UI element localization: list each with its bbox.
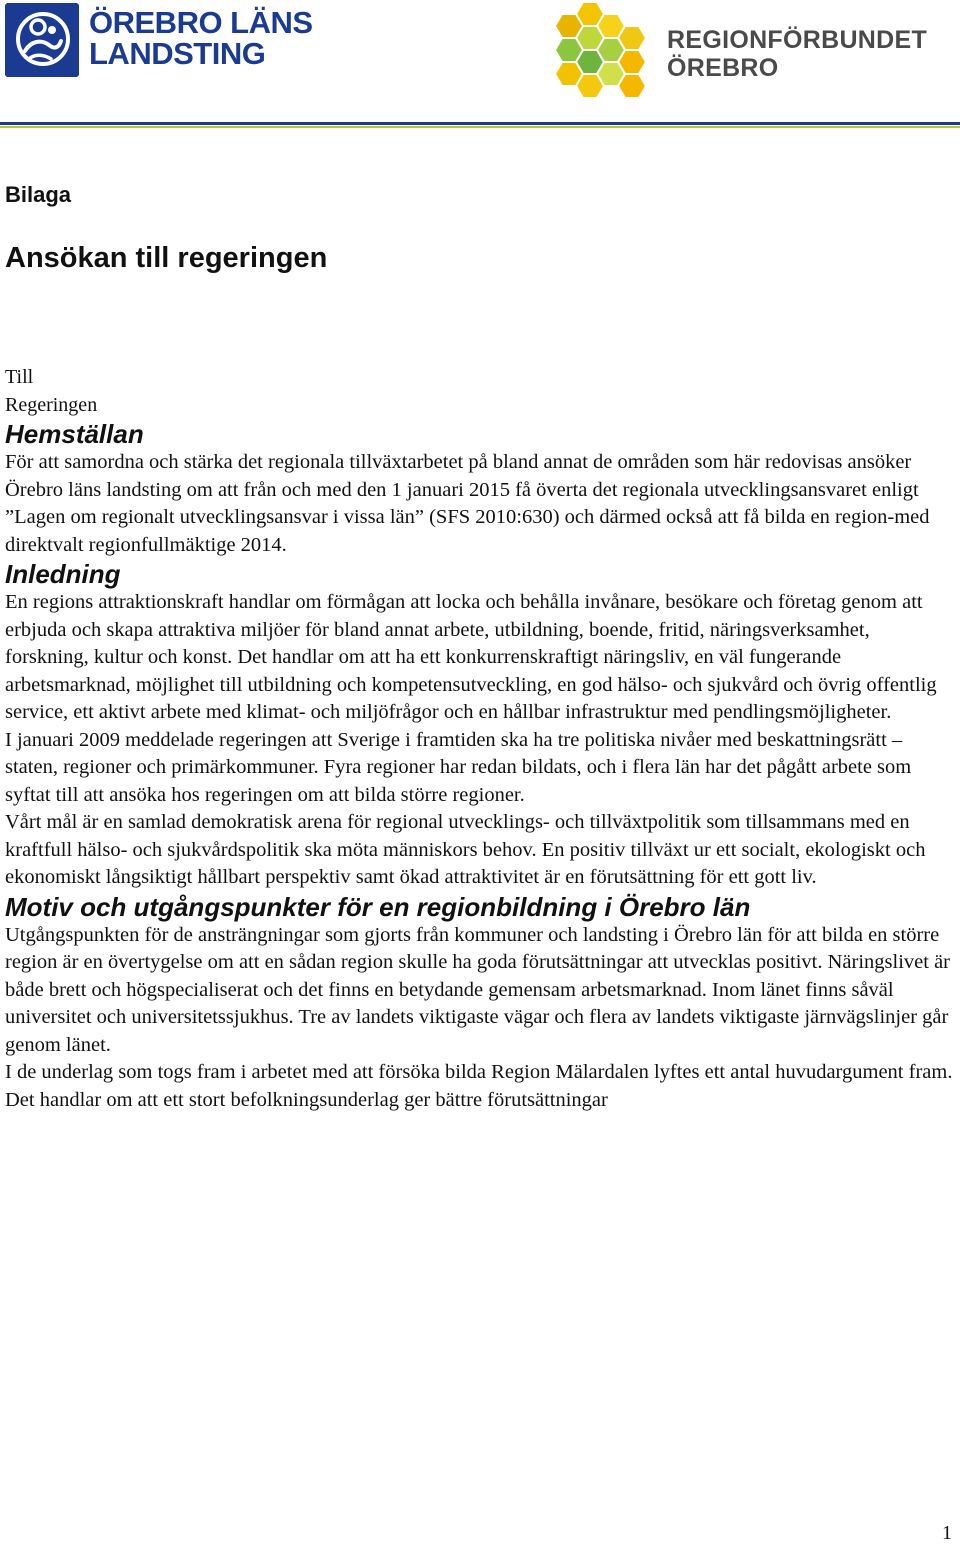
section-heading: Inledning xyxy=(5,559,121,589)
paragraph: För att samordna och stärka det regionala tillväxtarbetet på bland annat de områden som här redovisas ansöker Örebro läns landsting om att från och med den 1 januari 2015 få överta det regionala utvecklingsansvaret enligt ”Lagen om regionalt utvecklingsansvar i vissa län” (SFS 2010:630) och därmed också att få bilda en region-med direktvalt regionfullmäktige 2014. xyxy=(5,451,930,556)
addressee-block xyxy=(5,363,955,419)
landsting-emblem-icon xyxy=(5,3,79,77)
orebro-lans-landsting-logo xyxy=(5,3,313,77)
section-hemstallan xyxy=(5,419,955,559)
paragraph: I de underlag som togs fram i arbetet med att försöka bilda Region Mälardalen lyftes ett antal huvudargument fram. Det handlar om att ett stort befolkningsunderlag ger bättre förutsättningar xyxy=(5,1061,953,1111)
landsting-wordmark-line2: LANDSTING xyxy=(89,36,266,71)
header-rule-blue xyxy=(0,122,960,125)
header-rule-green xyxy=(0,126,960,128)
section-heading: Motiv och utgångspunkter för en regionbildning i Örebro län xyxy=(5,891,751,922)
addressee-line: Till xyxy=(5,366,34,388)
document-title: Ansökan till regeringen xyxy=(5,242,328,274)
paragraph: En regions attraktionskraft handlar om förmågan att locka och behålla invånare, besökare och företag genom att erbjuda och skapa attraktiva miljöer för bland annat arbete, utbildning, boende, fritid, näringsverksamhet, forskning, kultur och konst. Det handlar om att ha ett konkurrenskraftigt näringsliv, en väl fungerande arbetsmarknad, möjlighet till utbildning och kompetensutveckling, en god hälso- och sjukvård och övrig offentlig service, ett aktivt arbete med klimat- och miljöfrågor och en hållbar infrastruktur med pendlingsmöjligheter. xyxy=(5,591,937,723)
document-label: Bilaga xyxy=(5,182,72,207)
regionforbundet-wordmark xyxy=(667,26,927,82)
honeycomb-icon xyxy=(545,0,655,104)
section-heading: Hemställan xyxy=(5,419,144,449)
section-inledning xyxy=(5,559,955,892)
page-header xyxy=(0,0,960,124)
document-body xyxy=(5,150,955,1114)
landsting-wordmark xyxy=(89,7,313,69)
regionforbundet-wordmark-line2: ÖREBRO xyxy=(667,54,779,82)
regionforbundet-wordmark-line1: REGIONFÖRBUNDET xyxy=(667,26,928,54)
paragraph: I januari 2009 meddelade regeringen att Sverige i framtiden ska ha tre politiska nivåer med beskattningsrätt – staten, regioner och primärkommuner. Fyra regioner har redan bildats, och i flera län har det pågått arbete som syftat till att ansöka hos regeringen om att bilda större regioner. xyxy=(5,728,912,806)
paragraph: Vårt mål är en samlad demokratisk arena för regional utvecklings- och tillväxtpolitik som tillsammans med en kraftfull hälso- och sjukvårdspolitik ska möta människors behov. En positiv tillväxt ur ett socialt, ekologiskt och ekonomiskt långsiktigt hållbart perspektiv samt ökad attraktivitet är en förutsättning för ett gott liv. xyxy=(5,811,926,888)
section-motiv xyxy=(5,892,955,1115)
regionforbundet-orebro-logo xyxy=(545,0,927,104)
landsting-wordmark-line1: ÖREBRO LÄNS xyxy=(89,5,313,40)
paragraph: Utgångspunkten för de ansträngningar som gjorts från kommuner och landsting i Örebro län för att bilda en större region är en övertygelse om att en sådan region skulle ha goda förutsättningar att utvecklas positivt. Näringslivet är både brett och högspecialiserat och det finns en betydande gemensam arbetsmarknad. Inom länet finns såväl universitet och universitetssjukhus. Tre av landets viktigaste vägar och flera av landets viktigaste järnvägslinjer går genom länet. xyxy=(5,923,951,1056)
addressee-line: Regeringen xyxy=(5,394,98,416)
page-number: 1 xyxy=(942,1522,952,1544)
